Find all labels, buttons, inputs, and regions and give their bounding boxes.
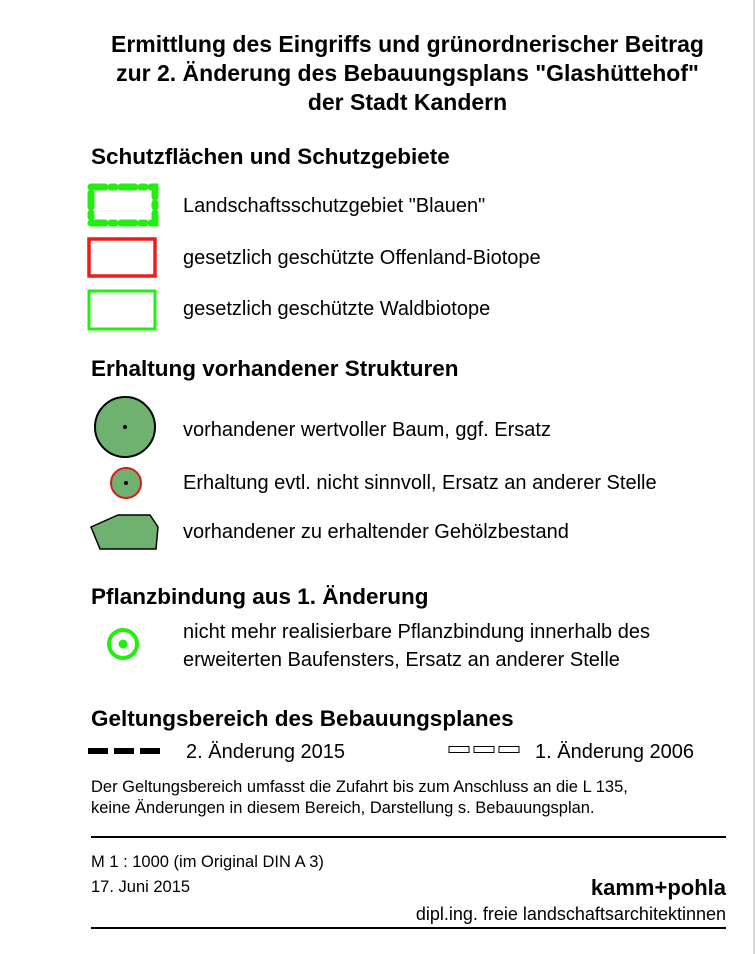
- heading-schutzflaechen: Schutzflächen und Schutzgebiete: [91, 144, 450, 169]
- small-tree-icon: [109, 466, 143, 500]
- legend-label-waldbiotope: gesetzlich geschützte Waldbiotope: [183, 298, 491, 320]
- green-rectangle-icon: [86, 288, 160, 332]
- shrub-area-icon: [88, 510, 162, 552]
- legend-label-lsg: Landschaftsschutzgebiet "Blauen": [183, 195, 486, 217]
- brand-name: kamm+pohla: [590, 875, 726, 900]
- legend-label-aenderung-1: 1. Änderung 2006: [535, 741, 695, 763]
- thick-dashed-line-icon: [88, 745, 162, 757]
- legend-label-baum: vorhandener wertvoller Baum, ggf. Ersatz: [183, 419, 551, 441]
- note-line-2: keine Änderungen in diesem Bereich, Darstellung s. Bebauungsplan.: [91, 799, 595, 817]
- legend-label-offenland: gesetzlich geschützte Offenland-Biotope: [183, 247, 541, 269]
- divider-top: [91, 836, 726, 838]
- outlined-dashed-line-icon: [448, 744, 522, 756]
- legend-label-aenderung-2: 2. Änderung 2015: [186, 741, 346, 763]
- heading-erhaltung: Erhaltung vorhandener Strukturen: [91, 356, 459, 381]
- heading-pflanzbindung: Pflanzbindung aus 1. Änderung: [91, 584, 429, 609]
- brand-subtitle: dipl.ing. freie landschaftsarchitektinnen: [415, 904, 726, 924]
- heading-geltungsbereich: Geltungsbereich des Bebauungsplanes: [91, 706, 514, 731]
- large-tree-icon: [92, 395, 158, 461]
- dashed-green-rectangle-icon: [86, 182, 160, 228]
- divider-bottom: [91, 927, 726, 929]
- planting-target-icon: [105, 626, 141, 662]
- title-line-2: zur 2. Änderung des Bebauungsplans "Glashüttehof": [116, 60, 699, 86]
- legend-label-pflanzbindung-2: erweiterten Baufensters, Ersatz an anderer Stelle: [183, 649, 620, 671]
- date-text: 17. Juni 2015: [91, 878, 191, 896]
- legend-label-gehoelz: vorhandener zu erhaltender Gehölzbestand: [183, 521, 569, 543]
- title-line-3: der Stadt Kandern: [307, 89, 508, 115]
- scale-text: M 1 : 1000 (im Original DIN A 3): [91, 853, 324, 871]
- legend-label-ersatz: Erhaltung evtl. nicht sinnvoll, Ersatz an anderer Stelle: [183, 472, 657, 494]
- note-line-1: Der Geltungsbereich umfasst die Zufahrt bis zum Anschluss an die L 135,: [91, 778, 628, 796]
- document-title: [60, 30, 755, 117]
- legend-label-pflanzbindung-1: nicht mehr realisierbare Pflanzbindung innerhalb des: [183, 621, 650, 643]
- title-line-1: Ermittlung des Eingriffs und grünordnerischer Beitrag: [111, 31, 704, 57]
- red-rectangle-icon: [86, 236, 160, 280]
